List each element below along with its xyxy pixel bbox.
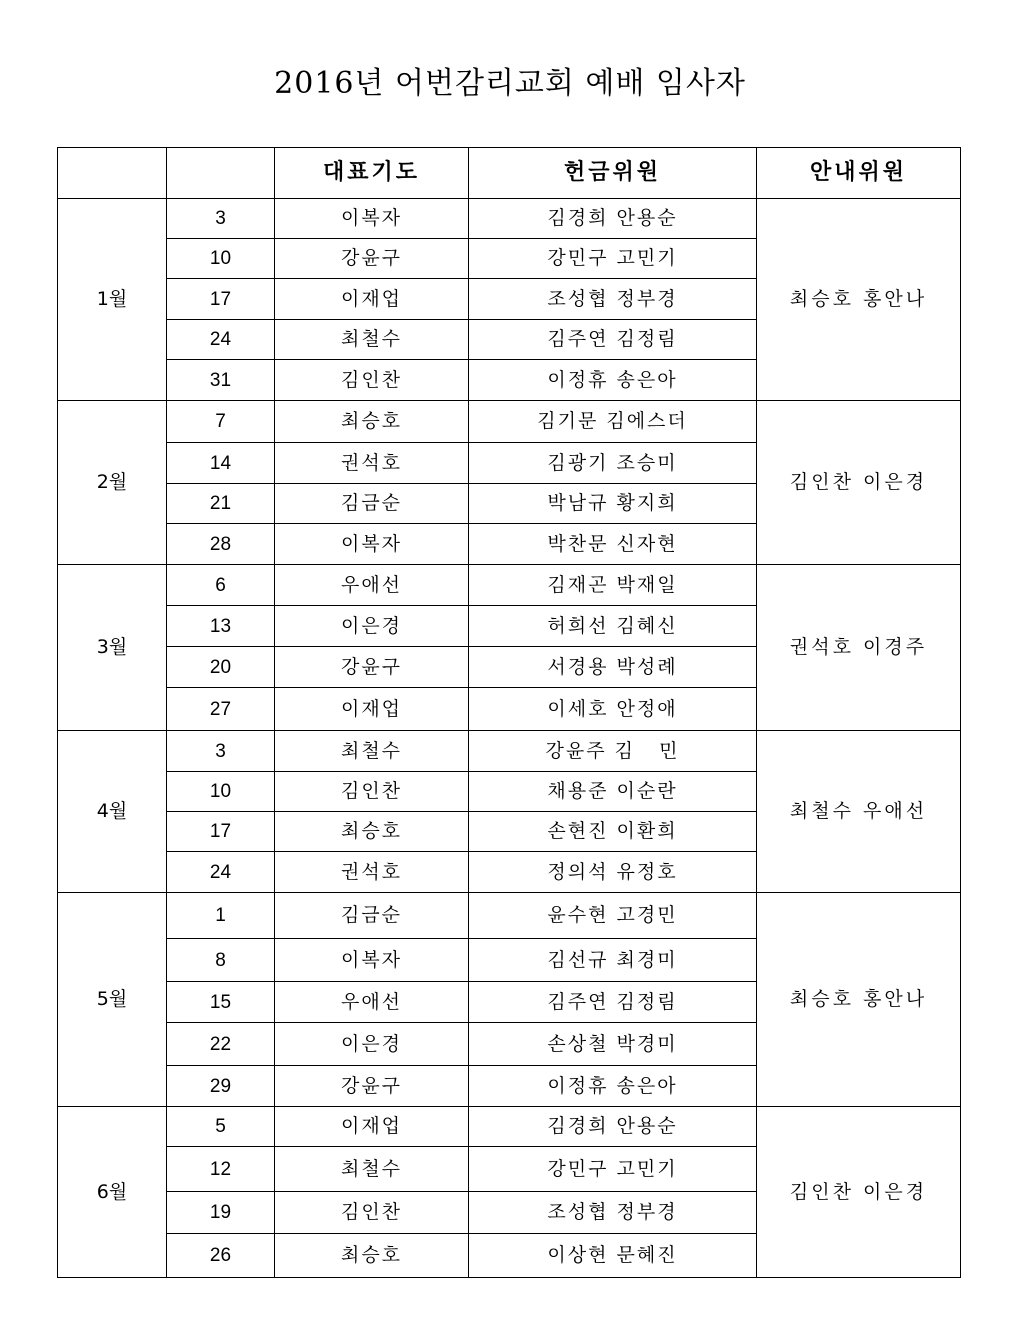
table-header-row (58, 148, 961, 199)
offering-cell: 이상현 문혜진 (469, 1234, 757, 1278)
leader-cell: 이복자 (275, 939, 469, 982)
day-cell: 1 (167, 893, 275, 939)
offering-cell: 허희선 김혜신 (469, 606, 757, 647)
day-cell: 31 (167, 360, 275, 401)
offering-cell: 이세호 안정애 (469, 688, 757, 731)
offering-cell: 김광기 조승미 (469, 443, 757, 484)
offering-cell: 채용준 이순란 (469, 772, 757, 812)
offering-cell: 박남규 황지희 (469, 484, 757, 524)
month-cell: 5월 (58, 893, 167, 1107)
day-cell: 15 (167, 982, 275, 1023)
day-cell: 3 (167, 731, 275, 772)
day-cell: 29 (167, 1066, 275, 1107)
header-leader: 대표기도 (275, 148, 469, 199)
month-cell: 1월 (58, 199, 167, 401)
day-cell: 12 (167, 1147, 275, 1192)
offering-cell: 서경용 박성례 (469, 647, 757, 688)
leader-cell: 김인찬 (275, 772, 469, 812)
offering-cell: 김선규 최경미 (469, 939, 757, 982)
day-cell: 27 (167, 688, 275, 731)
leader-cell: 김인찬 (275, 360, 469, 401)
usher-cell: 김인찬 이은경 (757, 1107, 961, 1278)
leader-cell: 우애선 (275, 565, 469, 606)
day-cell: 24 (167, 852, 275, 893)
leader-cell: 이재업 (275, 1107, 469, 1147)
table-row (58, 731, 961, 772)
leader-cell: 강윤구 (275, 239, 469, 279)
header-offering: 헌금위원 (469, 148, 757, 199)
leader-cell: 최승호 (275, 1234, 469, 1278)
offering-cell: 윤수현 고경민 (469, 893, 757, 939)
leader-cell: 강윤구 (275, 1066, 469, 1107)
offering-cell: 조성협 정부경 (469, 279, 757, 320)
month-cell: 6월 (58, 1107, 167, 1278)
leader-cell: 최승호 (275, 401, 469, 443)
day-cell: 19 (167, 1192, 275, 1234)
offering-cell: 강윤주 김 민 (469, 731, 757, 772)
leader-cell: 강윤구 (275, 647, 469, 688)
offering-cell: 이정휴 송은아 (469, 360, 757, 401)
usher-cell: 최철수 우애선 (757, 731, 961, 893)
day-cell: 17 (167, 279, 275, 320)
month-cell: 2월 (58, 401, 167, 565)
day-cell: 20 (167, 647, 275, 688)
day-cell: 3 (167, 199, 275, 239)
offering-cell: 김경희 안용순 (469, 1107, 757, 1147)
offering-cell: 손상철 박경미 (469, 1023, 757, 1066)
day-cell: 26 (167, 1234, 275, 1278)
offering-cell: 손현진 이환희 (469, 812, 757, 852)
day-cell: 8 (167, 939, 275, 982)
day-cell: 7 (167, 401, 275, 443)
leader-cell: 최승호 (275, 812, 469, 852)
offering-cell: 강민구 고민기 (469, 1147, 757, 1192)
leader-cell: 최철수 (275, 731, 469, 772)
leader-cell: 이은경 (275, 606, 469, 647)
leader-cell: 이재업 (275, 279, 469, 320)
table-row (58, 401, 961, 443)
day-cell: 21 (167, 484, 275, 524)
offering-cell: 강민구 고민기 (469, 239, 757, 279)
leader-cell: 권석호 (275, 852, 469, 893)
offering-cell: 김주연 김정림 (469, 320, 757, 360)
leader-cell: 김금순 (275, 484, 469, 524)
day-cell: 6 (167, 565, 275, 606)
day-cell: 24 (167, 320, 275, 360)
usher-cell: 최승호 홍안나 (757, 893, 961, 1107)
table-row (58, 1107, 961, 1147)
header-month (58, 148, 167, 199)
offering-cell: 조성협 정부경 (469, 1192, 757, 1234)
leader-cell: 김금순 (275, 893, 469, 939)
offering-cell: 박찬문 신자현 (469, 524, 757, 565)
day-cell: 28 (167, 524, 275, 565)
day-cell: 5 (167, 1107, 275, 1147)
leader-cell: 김인찬 (275, 1192, 469, 1234)
usher-cell: 김인찬 이은경 (757, 401, 961, 565)
offering-cell: 김주연 김정림 (469, 982, 757, 1023)
leader-cell: 최철수 (275, 1147, 469, 1192)
offering-cell: 김기문 김에스더 (469, 401, 757, 443)
leader-cell: 이복자 (275, 199, 469, 239)
usher-cell: 최승호 홍안나 (757, 199, 961, 401)
worship-schedule-table (57, 147, 961, 1278)
offering-cell: 김경희 안용순 (469, 199, 757, 239)
table-row (58, 199, 961, 239)
day-cell: 10 (167, 772, 275, 812)
table-body (58, 199, 961, 1278)
page-title: 2016년 어번감리교회 예배 임사자 (274, 66, 746, 101)
day-cell: 13 (167, 606, 275, 647)
leader-cell: 권석호 (275, 443, 469, 484)
leader-cell: 이복자 (275, 524, 469, 565)
table-row (58, 565, 961, 606)
day-cell: 17 (167, 812, 275, 852)
month-cell: 3월 (58, 565, 167, 731)
offering-cell: 정의석 유정호 (469, 852, 757, 893)
offering-cell: 김재곤 박재일 (469, 565, 757, 606)
leader-cell: 최철수 (275, 320, 469, 360)
table-row (58, 893, 961, 939)
header-day (167, 148, 275, 199)
header-usher: 안내위원 (757, 148, 961, 199)
day-cell: 10 (167, 239, 275, 279)
usher-cell: 권석호 이경주 (757, 565, 961, 731)
month-cell: 4월 (58, 731, 167, 893)
leader-cell: 이은경 (275, 1023, 469, 1066)
leader-cell: 우애선 (275, 982, 469, 1023)
day-cell: 22 (167, 1023, 275, 1066)
day-cell: 14 (167, 443, 275, 484)
offering-cell: 이정휴 송은아 (469, 1066, 757, 1107)
leader-cell: 이재업 (275, 688, 469, 731)
